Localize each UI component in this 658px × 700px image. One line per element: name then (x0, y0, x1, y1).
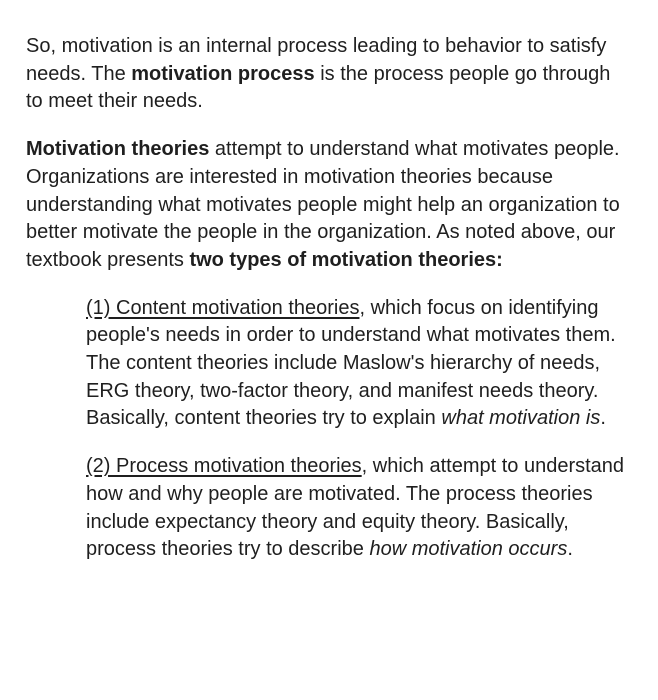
process-theories-end: . (567, 538, 573, 561)
motivation-theories-term: Motivation theories (26, 138, 210, 161)
theories-text: attempt to understand what motivates people. Organizations are interested in motivation theories because understanding what motivates people might help an organization to better motivate the people in the organization. As noted above, our textbook presents (26, 138, 620, 271)
content-theories-title: (1) Content motivation theories (86, 296, 360, 319)
intro-text-a: So, motivation is an internal process leading to behavior to satisfy needs. The (26, 35, 607, 85)
content-theories-text: , which focus on identifying people's needs in order to understand what motivates them. The content theories include Maslow's hierarchy of needs, ERG theory, two-factor theory, and manifest needs theory. Basically, content theories try to explain (86, 296, 616, 430)
document-body (26, 33, 632, 584)
two-types-heading: two types of motivation theories: (189, 248, 503, 271)
process-theories-text: , which attempt to understand how and why people are motivated. The process theories include expectancy theory and equity theory. Basically, process theories try to describe (86, 455, 625, 561)
theories-paragraph (26, 136, 632, 275)
motivation-process-term: motivation process (131, 62, 315, 85)
intro-paragraph (26, 33, 632, 116)
intro-text-b: is the process people go through to meet their needs. (26, 62, 611, 113)
content-theories-emphasis: what motivation is (441, 407, 601, 430)
theory-list (86, 295, 632, 564)
content-theories-item (86, 295, 632, 434)
content-theories-end: . (600, 407, 606, 430)
process-theories-emphasis: how motivation occurs (369, 538, 568, 561)
process-theories-title: (2) Process motivation theories (86, 455, 362, 478)
process-theories-item (86, 453, 632, 564)
